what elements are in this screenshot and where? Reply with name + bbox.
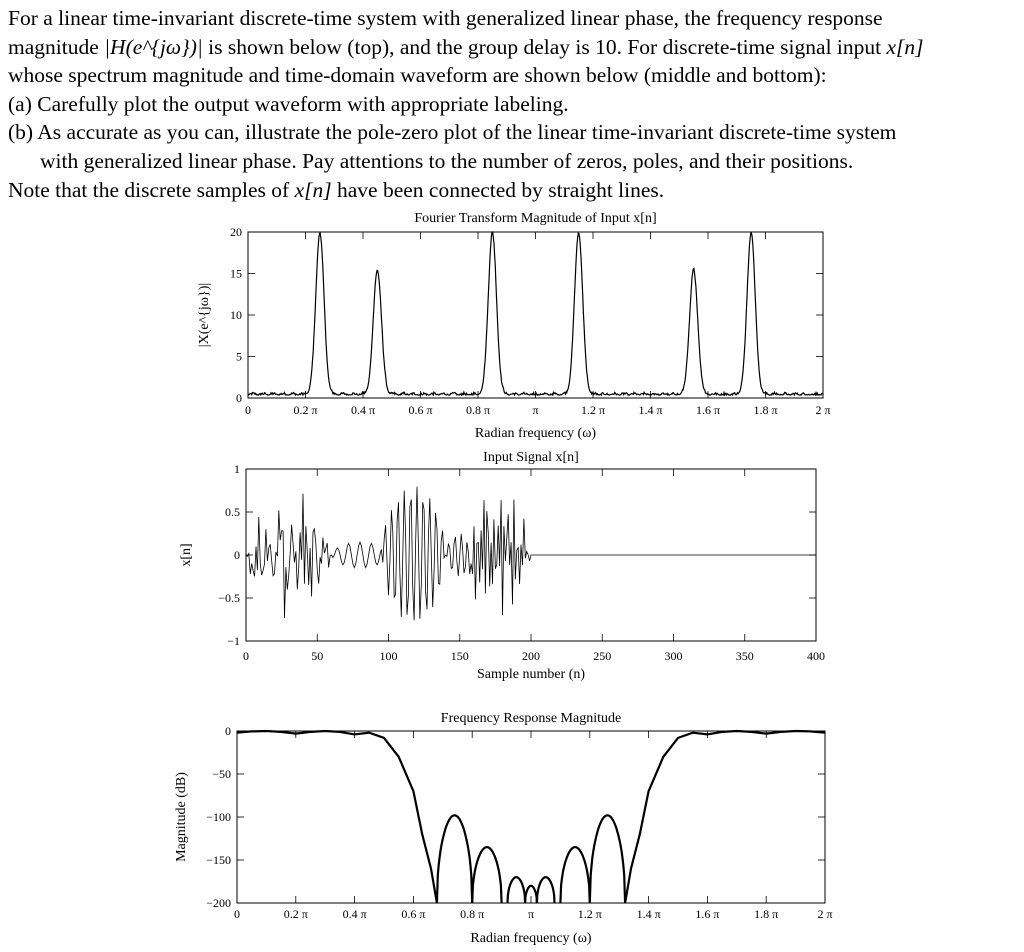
response-passband-left bbox=[237, 731, 437, 903]
y-tick-label: −1 bbox=[227, 634, 240, 648]
response-sidelobe bbox=[508, 877, 526, 903]
y-tick-label: 10 bbox=[230, 308, 242, 322]
x-tick-label: 1.2 π bbox=[577, 907, 602, 921]
problem-note-post: have been connected by straight lines. bbox=[331, 177, 665, 202]
response-sidelobe bbox=[437, 815, 472, 903]
y-tick-label: 5 bbox=[236, 349, 242, 364]
response-passband-right bbox=[625, 731, 825, 903]
input-signal-symbol: x[n] bbox=[886, 34, 924, 59]
x-tick-label: 0 bbox=[243, 649, 249, 663]
y-tick-label: −100 bbox=[206, 810, 231, 824]
x-tick-label: 350 bbox=[735, 649, 754, 663]
x-tick-label: 1.4 π bbox=[638, 403, 663, 417]
chart-title: Input Signal x[n] bbox=[483, 450, 579, 465]
x-tick-label: 0.8 π bbox=[465, 403, 491, 417]
chart-title: Frequency Response Magnitude bbox=[440, 711, 622, 726]
y-tick-label: −0.5 bbox=[218, 591, 240, 605]
x-tick-label: 50 bbox=[311, 649, 324, 663]
x-tick-label: 1.4 π bbox=[636, 907, 661, 921]
x-tick-label: 1.2 π bbox=[580, 403, 606, 417]
y-tick-label: 0 bbox=[234, 548, 240, 562]
x-axis-label: Radian frequency (ω) bbox=[470, 931, 592, 946]
x-tick-label: 0.2 π bbox=[283, 907, 308, 921]
y-tick-label: −150 bbox=[206, 853, 231, 867]
x-tick-label: 0 bbox=[245, 403, 251, 417]
response-sidelobe bbox=[560, 847, 589, 903]
y-tick-label: 0.5 bbox=[225, 505, 240, 519]
problem-part-a: (a) Carefully plot the output waveform with appropriate labeling. bbox=[8, 91, 569, 116]
x-tick-label: 0.8 π bbox=[460, 907, 485, 921]
x-tick-label: 0.6 π bbox=[408, 403, 433, 417]
plot-frame bbox=[248, 232, 823, 398]
chart-title: Fourier Transform Magnitude of Input x[n] bbox=[414, 211, 657, 226]
y-axis-label: Magnitude (dB) bbox=[174, 772, 189, 862]
response-sidelobe bbox=[537, 877, 555, 903]
x-tick-label: 0.4 π bbox=[350, 403, 376, 417]
x-axis-label: Radian frequency (ω) bbox=[474, 426, 597, 441]
x-tick-label: 0.2 π bbox=[293, 403, 318, 417]
problem-part-b: (b) As accurate as you can, illustrate the pole-zero plot of the linear time-invariant discrete-time system bbox=[8, 120, 897, 145]
x-tick-label: 2 π bbox=[815, 403, 831, 417]
x-tick-label: 250 bbox=[593, 649, 612, 663]
response-sidelobe bbox=[590, 815, 625, 903]
spectrum-trace bbox=[248, 232, 823, 395]
input-signal-symbol-note: x[n] bbox=[294, 177, 332, 202]
x-tick-label: 2 π bbox=[817, 907, 833, 921]
plot-frame bbox=[237, 731, 825, 903]
x-tick-label: 100 bbox=[379, 649, 398, 663]
problem-part-b-continued: with generalized linear phase. Pay attentions to the number of zeros, poles, and their positions. bbox=[40, 148, 854, 173]
y-tick-label: 15 bbox=[230, 266, 242, 281]
x-tick-label: 1.6 π bbox=[695, 403, 721, 417]
x-tick-label: π bbox=[532, 403, 539, 417]
problem-line-2-post: is shown below (top), and the group delay is 10. For discrete-time signal input bbox=[202, 34, 887, 59]
signal-trace bbox=[246, 487, 816, 621]
problem-note-pre: Note that the discrete samples of bbox=[8, 177, 295, 202]
frequency-response-chart bbox=[174, 711, 833, 946]
input-signal-chart bbox=[179, 450, 825, 682]
y-axis-label: x[n] bbox=[179, 543, 194, 567]
x-tick-label: 1.8 π bbox=[754, 907, 779, 921]
x-axis-label: Sample number (n) bbox=[476, 667, 586, 682]
problem-line-1: For a linear time-invariant discrete-time system with generalized linear phase, the frequency response bbox=[8, 6, 883, 30]
x-tick-label: 400 bbox=[807, 649, 825, 663]
problem-line-3: whose spectrum magnitude and time-domain waveform are shown below (middle and bottom): bbox=[8, 63, 827, 88]
x-tick-label: 0.4 π bbox=[342, 907, 367, 921]
x-tick-label: 0 bbox=[234, 907, 240, 921]
y-tick-label: 0 bbox=[225, 724, 231, 738]
x-tick-label: 200 bbox=[522, 649, 540, 663]
x-tick-label: 1.8 π bbox=[753, 403, 778, 417]
x-tick-label: 0.6 π bbox=[401, 907, 426, 921]
input-spectrum-chart bbox=[197, 211, 831, 441]
y-tick-label: −200 bbox=[206, 896, 231, 910]
frequency-response-symbol: |H(e^{jω})| bbox=[104, 34, 203, 59]
y-tick-label: 0 bbox=[236, 391, 242, 405]
response-sidelobe bbox=[472, 847, 501, 903]
x-tick-label: 1.6 π bbox=[695, 907, 720, 921]
x-tick-label: 150 bbox=[450, 649, 469, 663]
y-axis-label: |X(e^{jω})| bbox=[197, 282, 212, 348]
y-tick-label: −50 bbox=[212, 767, 231, 781]
y-tick-label: 1 bbox=[234, 462, 240, 476]
x-tick-label: π bbox=[527, 907, 535, 921]
problem-line-2-pre: magnitude bbox=[8, 34, 105, 59]
y-tick-label: 20 bbox=[230, 225, 242, 239]
x-tick-label: 300 bbox=[664, 649, 683, 663]
